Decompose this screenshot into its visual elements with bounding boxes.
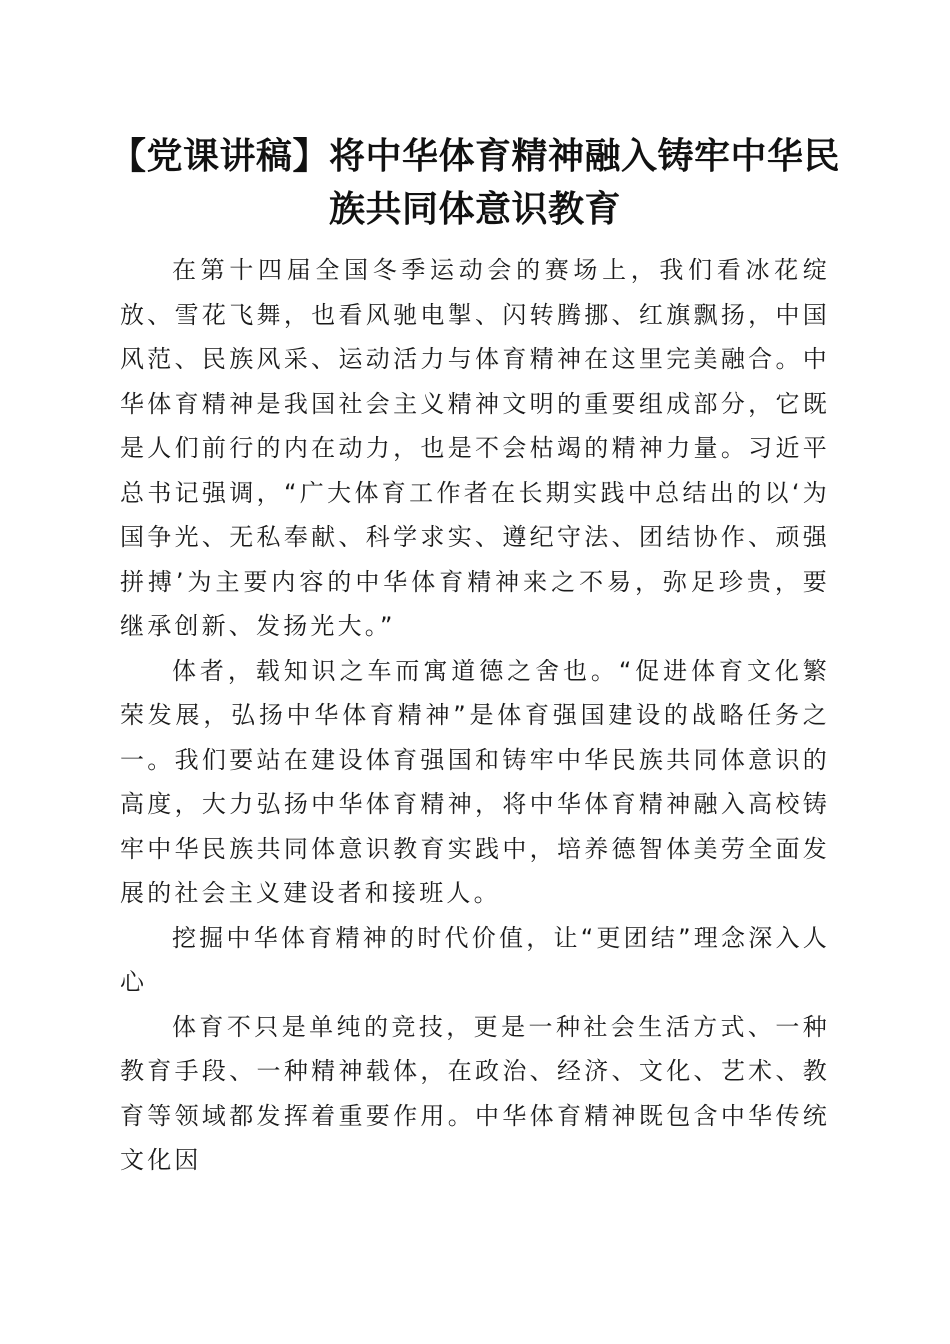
title-line-2: 族共同体意识教育 bbox=[328, 188, 621, 230]
paragraph-2: 体者，载知识之车而寓道德之舍也。“促进体育文化繁荣发展，弘扬中华体育精神”是体育强国建设的战略任务之一。我们要站在建设体育强国和铸牢中华民族共同体意识的高度，大力弘扬中华体育精神，将中华体育精神融入高校铸牢中华民族共同体意识教育实践中，培养德智体美劳全面发展的社会主义建设者和接班人。 bbox=[120, 656, 830, 907]
document-title bbox=[100, 130, 850, 236]
section-heading: 挖掘中华体育精神的时代价值，让“更团结”理念深入人心 bbox=[120, 923, 830, 996]
paragraph-1: 在第十四届全国冬季运动会的赛场上，我们看冰花绽放、雪花飞舞，也看风驰电掣、闪转腾挪、红旗飘扬，中国风范、民族风采、运动活力与体育精神在这里完美融合。中华体育精神是我国社会主义精神文明的重要组成部分，它既是人们前行的内在动力，也是不会枯竭的精神力量。习近平总书记强调，“广大体育工作者在长期实践中总结出的以‘为国争光、无私奉献、科学求实、遵纪守法、团结协作、顽强拼搏’为主要内容的中华体育精神来之不易，弥足珍贵，要继承创新、发扬光大。” bbox=[120, 256, 830, 640]
title-line-1: 【党课讲稿】将中华体育精神融入铸牢中华民 bbox=[109, 135, 840, 177]
paragraph-3: 体育不只是单纯的竞技，更是一种社会生活方式、一种教育手段、一种精神载体，在政治、经济、文化、艺术、教育等领域都发挥着重要作用。中华体育精神既包含中华传统文化因 bbox=[120, 1012, 830, 1174]
document-body bbox=[120, 248, 830, 1183]
